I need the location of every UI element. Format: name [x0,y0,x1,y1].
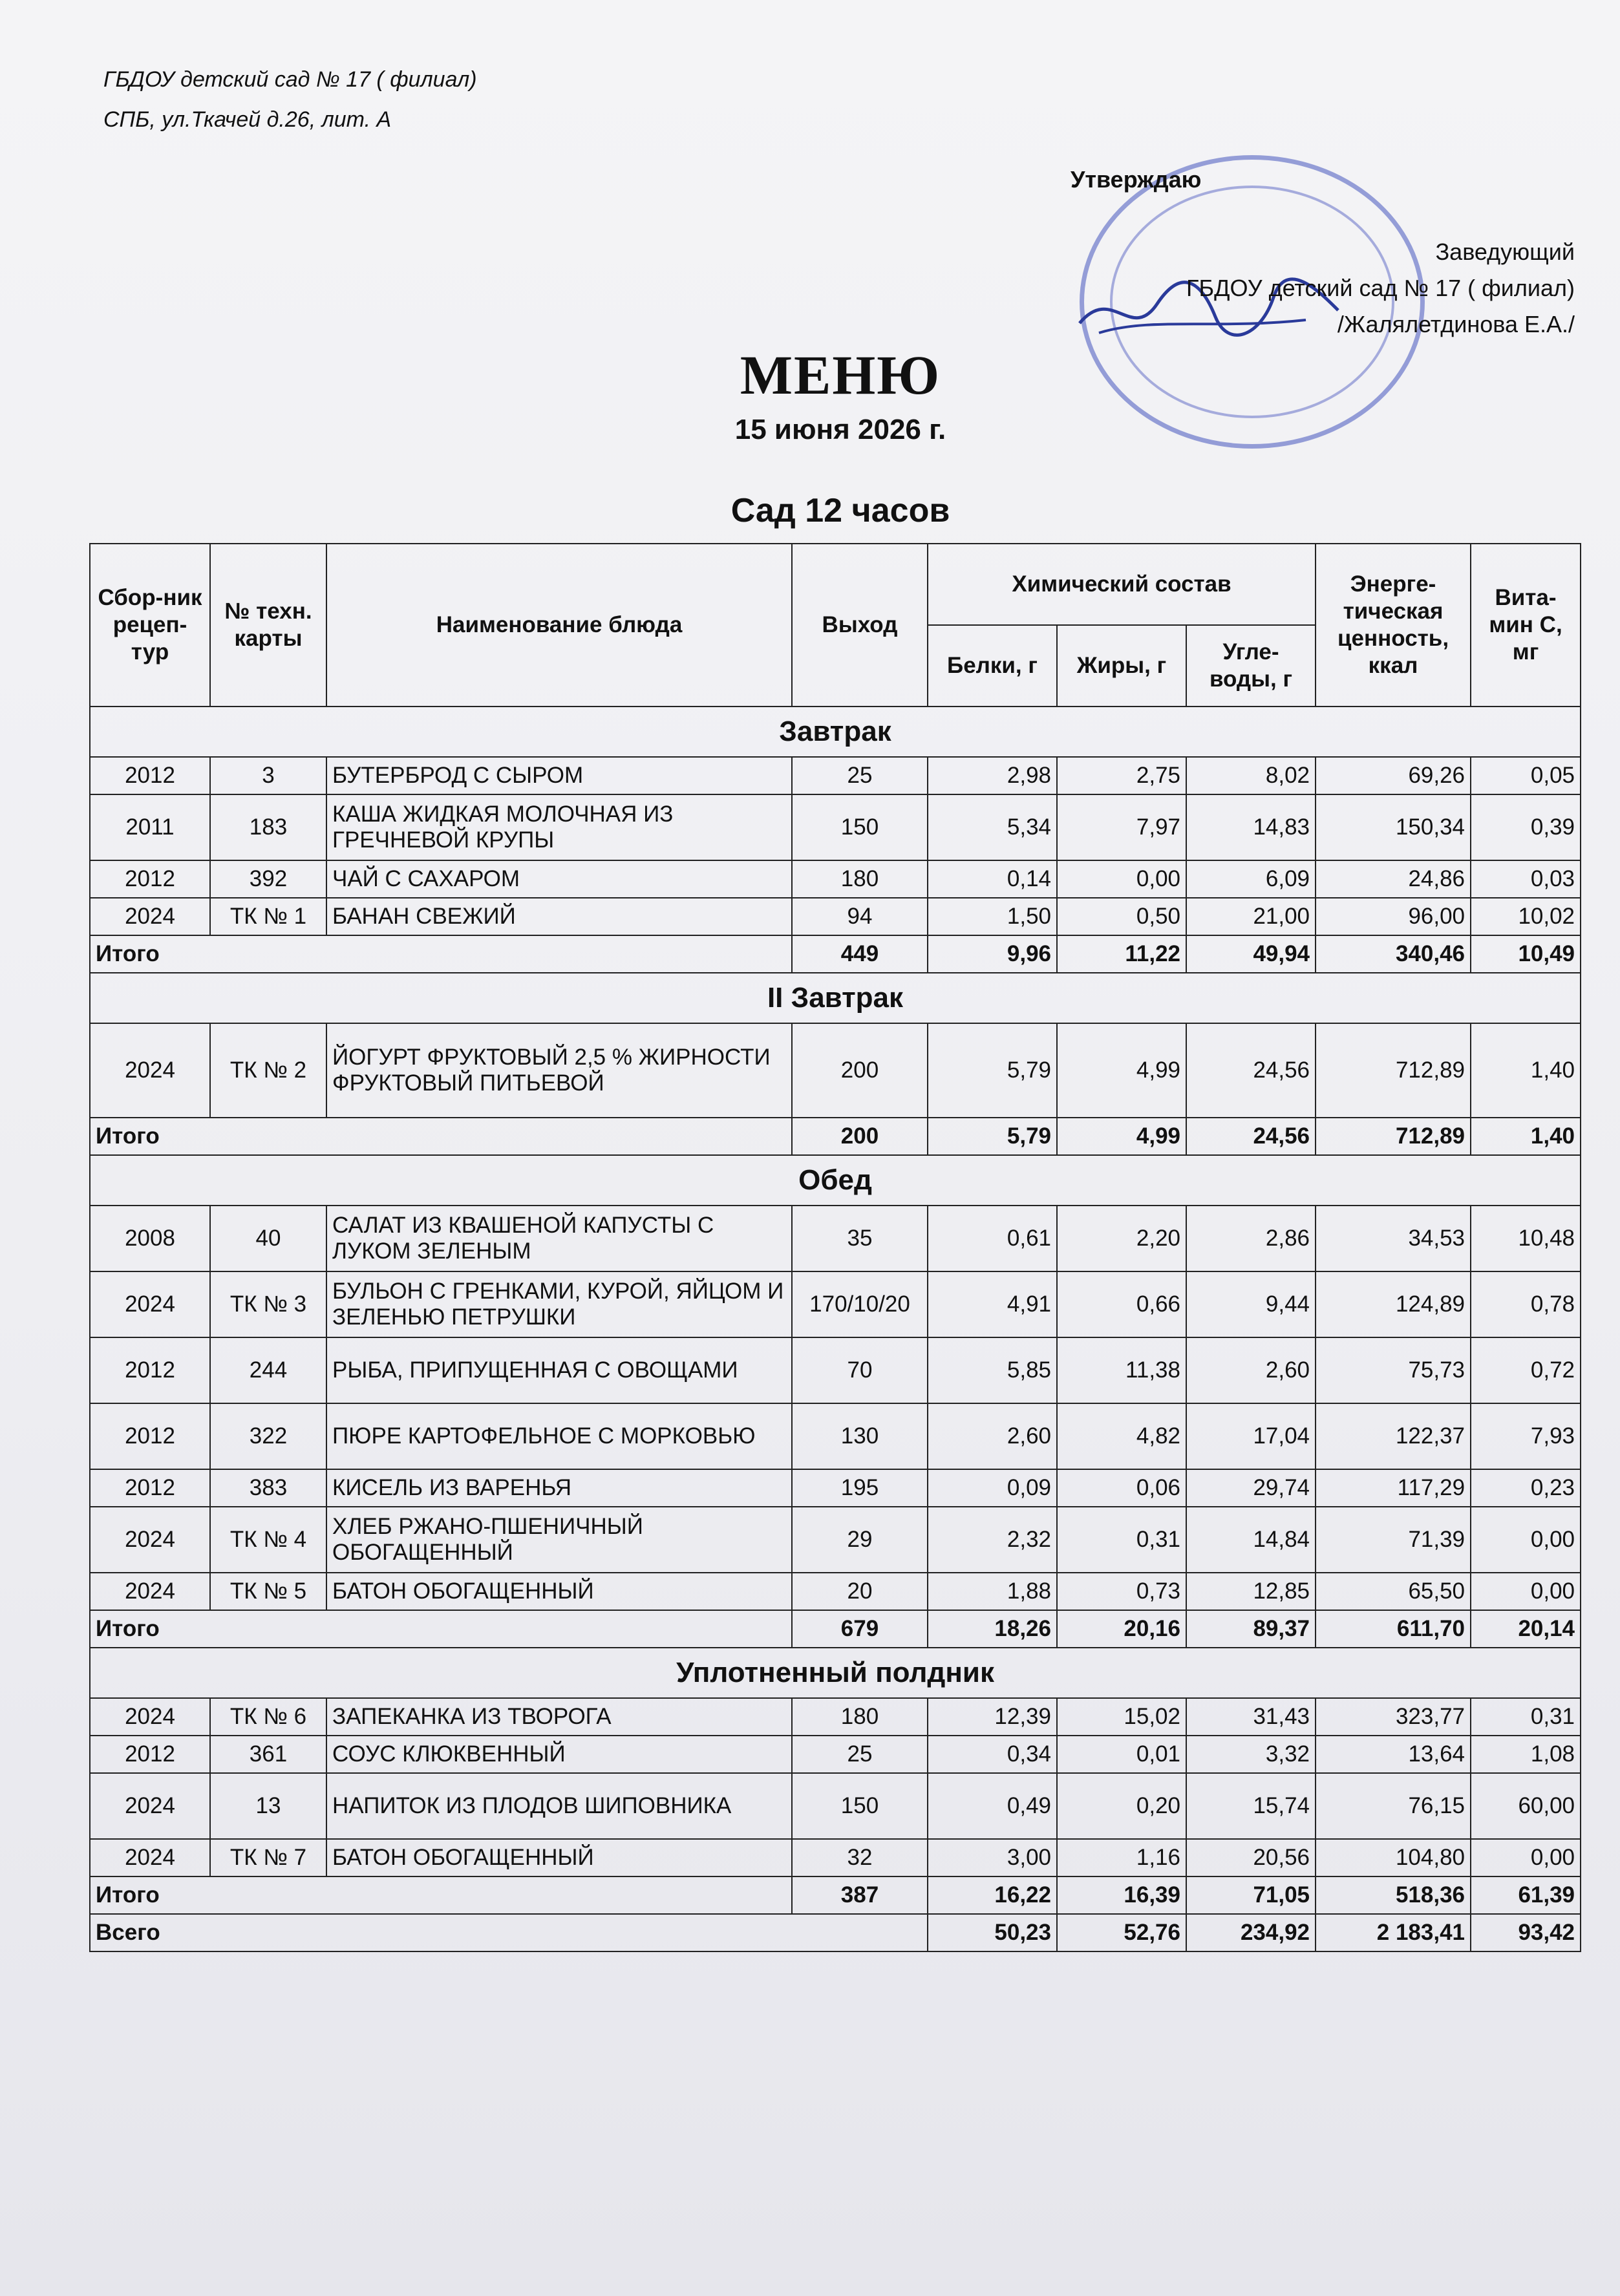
approval-signature-name: /Жалялетдинова Е.А./ [1337,311,1575,337]
header-card-number: № техн. карты [210,544,326,707]
table-row: 2024 ТК № 4 ХЛЕБ РЖАНО-ПШЕНИЧНЫЙ ОБОГАЩЕННЫЙ 29 2,32 0,31 14,84 71,39 0,00 [90,1507,1581,1573]
approval-block [993,162,1575,343]
section-total-row: Итого 387 16,22 16,39 71,05 518,36 61,39 [90,1876,1581,1914]
table-row: 2012 244 РЫБА, ПРИПУЩЕННАЯ С ОВОЩАМИ 70 5,85 11,38 2,60 75,73 0,72 [90,1337,1581,1403]
table-row: 2024 ТК № 3 БУЛЬОН С ГРЕНКАМИ, КУРОЙ, ЯЙЦОМ И ЗЕЛЕНЬЮ ПЕТРУШКИ 170/10/20 4,91 0,66 9,44 124,89 0,78 [90,1271,1581,1337]
table-row: 2024 ТК № 1 БАНАН СВЕЖИЙ 94 1,50 0,50 21,00 96,00 10,02 [90,898,1581,935]
section-heading: Завтрак [90,707,1581,757]
approval-position: Заведующий [1435,239,1575,265]
table-row: 2012 383 КИСЕЛЬ ИЗ ВАРЕНЬЯ 195 0,09 0,06 29,74 117,29 0,23 [90,1469,1581,1507]
header-carbs: Угле-воды, г [1186,625,1316,707]
table-row: 2012 361 СОУС КЛЮКВЕННЫЙ 25 0,34 0,01 3,32 13,64 1,08 [90,1736,1581,1773]
table-row: 2008 40 САЛАТ ИЗ КВАШЕНОЙ КАПУСТЫ С ЛУКОМ ЗЕЛЕНЫМ 35 0,61 2,20 2,86 34,53 10,48 [90,1206,1581,1271]
header-protein: Белки, г [928,625,1057,707]
table-row: 2012 322 ПЮРЕ КАРТОФЕЛЬНОЕ С МОРКОВЬЮ 130 2,60 4,82 17,04 122,37 7,93 [90,1403,1581,1469]
approval-heading: Утверждаю [1071,166,1202,193]
section-heading: II Завтрак [90,973,1581,1023]
menu-table [89,543,1581,1952]
header-fat: Жиры, г [1057,625,1186,707]
table-row: 2012 392 ЧАЙ С САХАРОМ 180 0,14 0,00 6,09 24,86 0,03 [90,860,1581,898]
header-collection: Сбор-ник рецеп-тур [90,544,210,707]
table-row: 2024 ТК № 6 ЗАПЕКАНКА ИЗ ТВОРОГА 180 12,39 15,02 31,43 323,77 0,31 [90,1698,1581,1736]
section-total-row: Итого 449 9,96 11,22 49,94 340,46 10,49 [90,935,1581,973]
menu-date: 15 июня 2026 г. [734,414,946,445]
header-dish-name: Наименование блюда [326,544,792,707]
page-title: МЕНЮ [740,344,941,406]
table-row: 2024 ТК № 7 БАТОН ОБОГАЩЕННЫЙ 32 3,00 1,16 20,56 104,80 0,00 [90,1839,1581,1876]
section-total-row: Итого 200 5,79 4,99 24,56 712,89 1,40 [90,1118,1581,1155]
organization-address: СПБ, ул.Ткачей д.26, лит. А [103,107,392,132]
section-total-row: Итого 679 18,26 20,16 89,37 611,70 20,14 [90,1610,1581,1648]
section-heading: Уплотненный полдник [90,1648,1581,1698]
section-heading: Обед [90,1155,1581,1206]
header-energy: Энерге-тическая ценность, ккал [1316,544,1471,707]
header-vitamin-c: Вита-мин С, мг [1471,544,1581,707]
table-row: 2011 183 КАША ЖИДКАЯ МОЛОЧНАЯ ИЗ ГРЕЧНЕВОЙ КРУПЫ 150 5,34 7,97 14,83 150,34 0,39 [90,794,1581,860]
table-row: 2024 ТК № 2 ЙОГУРТ ФРУКТОВЫЙ 2,5 % ЖИРНОСТИ ФРУКТОВЫЙ ПИТЬЕВОЙ 200 5,79 4,99 24,56 712,89 1,40 [90,1023,1581,1118]
header-chemical-composition: Химический состав [928,544,1316,625]
page-subtitle: Сад 12 часов [730,492,950,529]
grand-total-row: Всего 50,23 52,76 234,92 2 183,41 93,42 [90,1914,1581,1951]
approval-organization: ГБДОУ детский сад № 17 ( филиал) [1186,275,1575,301]
organization-name: ГБДОУ детский сад № 17 ( филиал) [103,67,477,92]
header-output: Выход [792,544,928,707]
table-row: 2024 13 НАПИТОК ИЗ ПЛОДОВ ШИПОВНИКА 150 0,49 0,20 15,74 76,15 60,00 [90,1773,1581,1839]
table-row: 2012 3 БУТЕРБРОД С СЫРОМ 25 2,98 2,75 8,02 69,26 0,05 [90,757,1581,794]
table-row: 2024 ТК № 5 БАТОН ОБОГАЩЕННЫЙ 20 1,88 0,73 12,85 65,50 0,00 [90,1573,1581,1610]
